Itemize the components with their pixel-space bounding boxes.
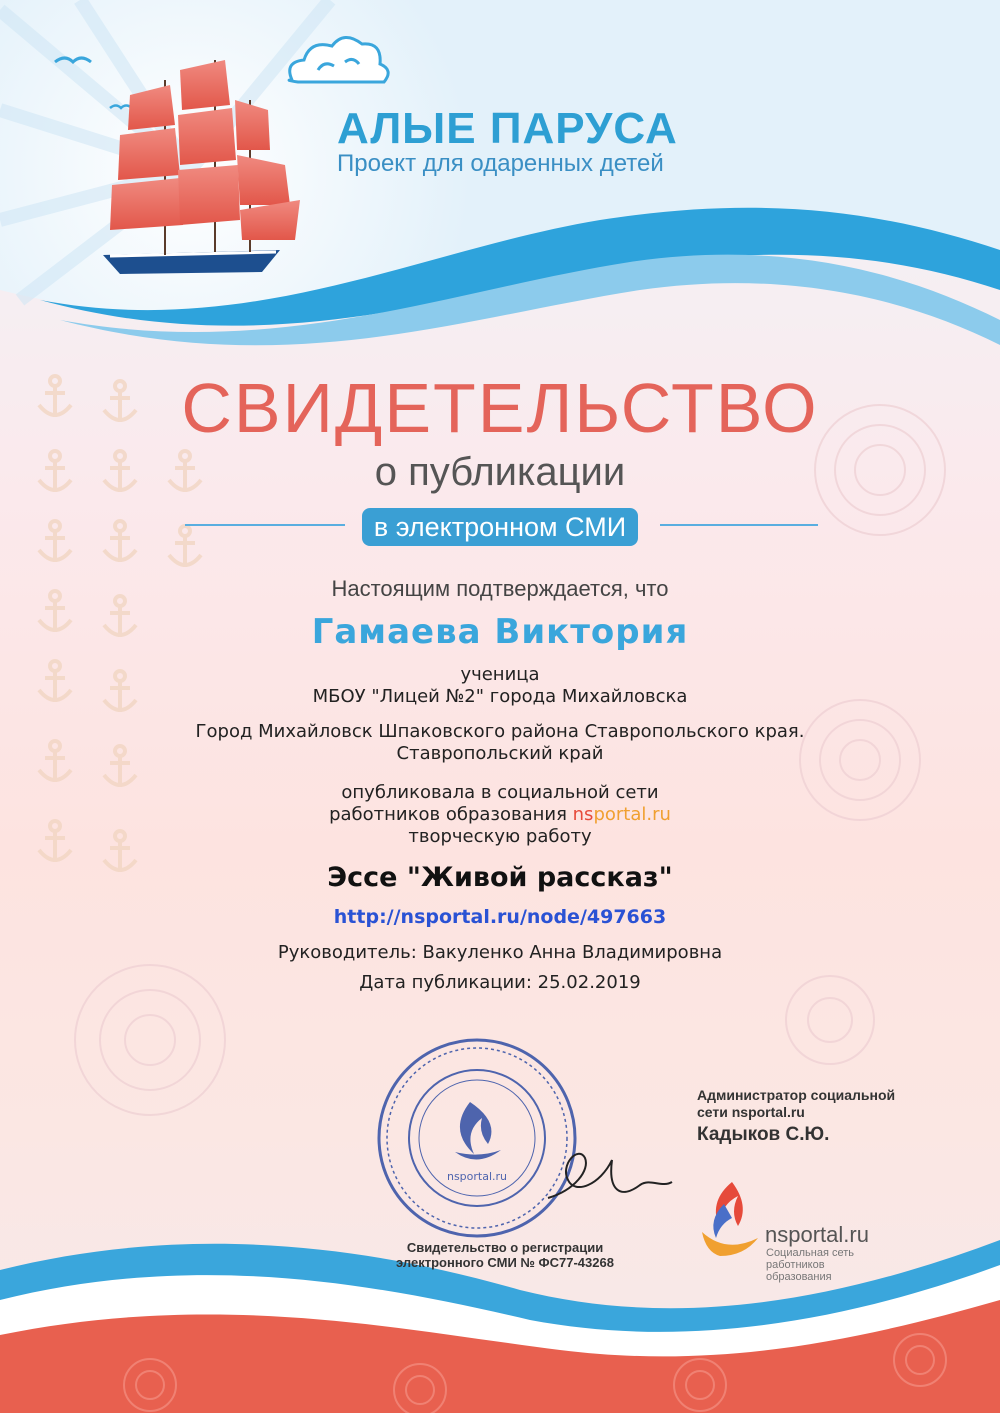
stamp-center-label: nsportal.ru xyxy=(446,1170,508,1183)
footer-logo-description-line-2: образования xyxy=(766,1271,832,1283)
confirm-text: Настоящим подтверждается, что xyxy=(331,576,669,601)
supervisor: Руководитель: Вакуленко Анна Владимировна xyxy=(277,942,723,963)
published-line-3: творческую работу xyxy=(408,826,592,847)
brand-title: АЛЫЕ ПАРУСА xyxy=(337,104,678,153)
certificate-subtitle: о публикации xyxy=(374,450,626,494)
admin-title-line-1: Администратор социальной xyxy=(697,1087,896,1103)
recipient-school: МБОУ "Лицей №2" города Михайловска xyxy=(312,686,688,707)
location-line-2: Ставропольский край xyxy=(396,743,604,764)
admin-name: Кадыков С.Ю. xyxy=(697,1124,830,1145)
published-line-2 xyxy=(0,804,1000,825)
site-name-portal: portal.ru xyxy=(593,804,671,825)
work-url-link[interactable]: http://nsportal.ru/node/497663 xyxy=(333,906,667,928)
footer-logo-name: nsportal.ru xyxy=(765,1222,869,1247)
recipient-role: ученица xyxy=(460,664,540,685)
published-line-1: опубликовала в социальной сети xyxy=(341,782,659,803)
footer-logo-description xyxy=(766,1247,906,1283)
registration-info xyxy=(380,1240,630,1270)
registration-line-1: Свидетельство о регистрации xyxy=(406,1240,604,1255)
media-badge: в электронном СМИ xyxy=(362,508,638,546)
nsportal-logo-icon xyxy=(702,1182,758,1256)
registration-line-2: электронного СМИ № ФС77-43268 xyxy=(396,1255,614,1270)
admin-title xyxy=(697,1087,895,1121)
published-line-2-prefix: работников образования xyxy=(329,804,573,825)
site-name-ns: ns xyxy=(572,804,594,825)
signature xyxy=(548,1154,672,1198)
work-title: Эссе "Живой рассказ" xyxy=(327,862,673,893)
certificate-title: СВИДЕТЕЛЬСТВО xyxy=(181,369,819,447)
badge-container xyxy=(0,508,1000,544)
location-line-1: Город Михайловск Шпаковского района Ставропольского края. xyxy=(195,721,805,742)
brand-subtitle: Проект для одаренных детей xyxy=(337,150,664,177)
footer-logo-description-line-1: Социальная сеть работников xyxy=(766,1247,854,1271)
seal-stamp xyxy=(379,1040,575,1236)
admin-title-line-2: сети nsportal.ru xyxy=(697,1104,805,1120)
recipient-name: Гамаева Виктория xyxy=(311,612,689,652)
publication-date: Дата публикации: 25.02.2019 xyxy=(359,972,641,993)
